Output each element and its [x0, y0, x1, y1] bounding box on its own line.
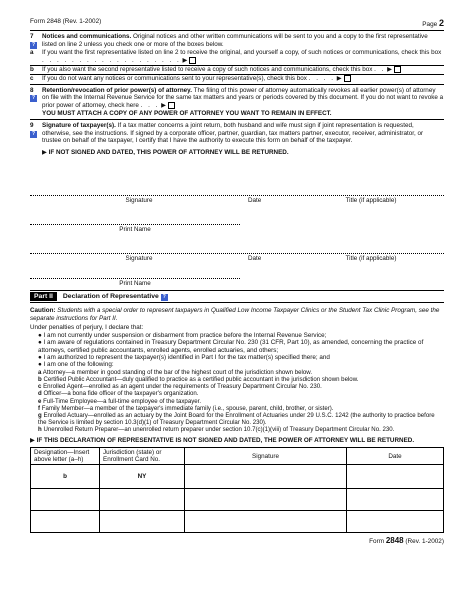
checkbox-7a[interactable]	[189, 57, 196, 64]
page-footer: Form 2848 (Rev. 1-2002)	[369, 536, 444, 546]
form-id: Form 2848 (Rev. 1-2002)	[30, 18, 102, 25]
table-row	[31, 489, 444, 511]
table-row	[31, 511, 444, 533]
print-name-line-2[interactable]: Print Name	[30, 278, 240, 287]
line-7b: b If you also want the second representative listed to receive a copy of such notices and communications, check this box . . ▶	[30, 66, 444, 74]
print-name-line-1[interactable]: Print Name	[30, 224, 240, 233]
representative-types: a Attorney—a member in good standing of the bar of the highest court of the jurisdiction shown below. b Certified Public Accountant—duly qualified to practice as a certified public accountant in the jurisdiction shown below. c Enrolled Agent—enrolled as an agent under the requirements of Treasury Department Circular No. 230. d Officer—a bona fide officer of the taxpayer's organization. e Full-Time Employee—a full-time employee of the taxpayer. f Family Member—a member of the taxpayer's immediate family (i.e., spouse, parent, child, brother, or sister). g Enrolled Actuary—enrolled as an actuary by the Joint Board for the Enrollment of Actuaries under 29 U.S.C. 1242 (the authority to practice before the Service is limited by section 10.3(d)(1) of Treasury Department Circular No. 230). h Unenrolled Return Preparer—an unenrolled return preparer under section 10.7(c)(1)(viii) of Treasury Department Circular No. 230.	[38, 368, 435, 434]
line-7a: a If you want the first representative listed on line 2 to receive the original, and yourself a copy, of such notices or communications, check this box . . . . . . . . . . . . . . . . . . . ▶	[30, 48, 442, 64]
checkbox-7c[interactable]	[344, 75, 351, 82]
triangle-arrow-icon: ▶	[42, 149, 49, 157]
help-icon[interactable]: ?	[31, 130, 36, 137]
form-page	[30, 18, 444, 545]
part-2-header: Part II Declaration of Representative ?	[30, 290, 444, 303]
help-icon[interactable]: ?	[162, 293, 166, 300]
signature-line-1[interactable]: Signature Date Title (if applicable)	[30, 195, 444, 204]
caution: Caution: Students with a special order to represent taxpayers in Qualified Low Income Taxpayer Clinics or the Student Tax Clinic Program, see the separate instructions for Part II.	[30, 307, 440, 322]
help-icon[interactable]: ?	[31, 41, 36, 48]
representative-table: Designation—Insert above letter (a–h) Jurisdiction (state) or Enrollment Card No. Signature Date b NY	[30, 447, 444, 533]
table-row: b NY	[31, 465, 444, 489]
checkbox-8[interactable]	[168, 102, 175, 109]
section-8: 8 ? Retention/revocation of prior power(s) of attorney. The filing of this power of attorney automatically revokes all earlier power(s) of attorney on file with the Internal Revenue Service for the same tax matters and years or periods covered by this document. If you do not want to revoke a prior power of attorney, check here . . . ▶ YOU MUST ATTACH A COPY OF ANY POWER OF ATTORNEY YOU WANT TO REMAIN IN EFFECT.	[30, 86, 444, 118]
declaration-intro: Under penalties of perjury, I declare that:	[30, 324, 144, 332]
page-header	[30, 18, 444, 28]
signature-warning: ▶ IF NOT SIGNED AND DATED, THIS POWER OF ATTORNEY WILL BE RETURNED.	[42, 149, 289, 157]
declaration-warning: ▶ IF THIS DECLARATION OF REPRESENTATIVE IS NOT SIGNED AND DATED, THE POWER OF ATTORNEY WILL BE RETURNED.	[30, 436, 415, 444]
section-7: 7 ? Notices and communications. Original notices and other written communications will be sent to you and a copy to the first representative listed on line 2 unless you check one or more of the boxes below.	[30, 33, 428, 48]
triangle-arrow-icon: ▶	[30, 436, 37, 444]
signature-line-2[interactable]: Signature Date Title (if applicable)	[30, 253, 444, 262]
line-7c: c If you do not want any notices or communications sent to your representative(s), check this box . . . . ▶	[30, 75, 444, 83]
section-9: 9 ? Signature of taxpayer(s). If a tax matter concerns a joint return, both husband and wife must sign if joint representation is requested, otherwise, see the instructions. If signed by a corporate officer, partner, guardian, tax matters partner, executor, receiver, administrator, or trustee on behalf of the taxpayer, I certify that I have the authority to execute this form on behalf of the taxpayer.	[30, 121, 424, 145]
page-number: Page 2	[422, 18, 444, 28]
help-icon[interactable]: ?	[31, 95, 36, 102]
checkbox-7b[interactable]	[394, 66, 401, 73]
declaration-bullets: ● I am not currently under suspension or disbarment from practice before the Internal Revenue Service; ● I am aware of regulations contained in Treasury Department Circular No. 230 (31 CFR, Part 10), as amended, concerning the practice of attorneys, certified public accountants, enrolled agents, enrolled actuaries, and others; ● I am authorized to represent the taxpayer(s) identified in Part I for the tax matter(s) specified there; and ● I am one of the following:	[38, 331, 424, 369]
